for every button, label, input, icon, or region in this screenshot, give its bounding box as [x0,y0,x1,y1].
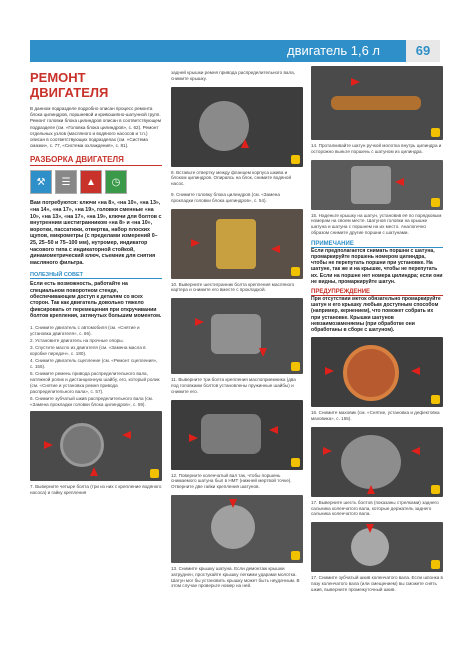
photo-step-18 [311,522,443,572]
wrench-icon: ⚒ [30,170,52,194]
tip-text: Если есть возможность, работайте на специальном поворотном стенде, обеспечивающем доступ к деталям со всех сторон. Так как двигатель довольно тяжело фиксировать от перемещения при откручивании болтов крепления, затянутых большим моментом. [30,278,162,319]
step-badge [431,485,440,494]
arrow-icon [189,434,198,442]
step-badge [150,469,159,478]
tools-text: Вам потребуются: ключи «на 8», «на 10», «на 13», «на 14», «на 17», «на 19», головки сменные «на 10», «на 13», «на 17», «на 19», ключи для болтов с внутренним шестигранником «на 8» и «на 10», воротки, пассатижи, отвертка, набор плоских щупов, микрометры (с пределами измерений 0–25, 25–50 и 75–100 мм), нутромер, индикатор часового типа с индикаторной стойкой, динамометрический ключ, съемник для снятия масляного фильтра. [30,200,162,266]
step-badge [291,458,300,467]
arrow-icon [271,245,280,253]
caption-step-15: 15. Наденьте крышку на шатун, установив её по порядковым номерам на своем месте. Шатунов головки на крышке шатуна и шатуна с поршнем на их место. Аналогично образом снимите другие поршни с шатунами. [311,212,442,235]
step-badge [431,395,440,404]
step-item: 3. Спустите масло из двигателя (см. «Замена масла в коробке передач», с. 180). [30,345,146,357]
arrow-icon [269,426,278,434]
step-item: 4. Снимите двигатель сцепление (см. «Ремонт сцепления», с. 155). [30,358,158,370]
caption-step-16: 16. Снимите маховик (см. «Снятие, установка и дефектовка маховика», с. 155). [311,410,440,422]
caption-step-18: 17. Снимите зубчатый шкив коленчатого вала. Если шпонка в пазу коленчатого вала (или смещением) вы сможете снять шкив, выверните промежуточный шкив. [311,575,444,592]
photo-step-10 [171,209,303,279]
arrow-icon [395,178,404,186]
arrow-icon [367,485,375,494]
arrow-icon [90,467,98,476]
arrow-icon [195,318,204,326]
photo-step-14 [311,66,443,140]
photo-step-11 [171,298,303,374]
caption-step-14: 14. Проталкивайте шатун ручкой молотка внутрь цилиндра и осторожно выньте поршень с шатуном из цилиндра. [311,143,442,154]
note-text: Если предполагается снимать поршни с шатуна, промаркируйте поршень номером цилиндра, чтобы не перепутать поршни при установке. На шатуне, так же и на крышке, чтобы не перепутать их. Если на поршне нет номера цилиндра; если они не видны, промаркируйте шатун. [311,247,443,285]
caption-step-8: 8. Вставьте отвертку между фланцем корпуса шкива и блоком цилиндров. Опираясь на блок, снимите водяной насос. [171,169,292,187]
arrow-icon [259,348,267,357]
chapter-title: двигатель 1,6 л [287,43,380,58]
caption-step-7: 7. Выверните четыре болта (три из них с крепление водяного насоса) и гайку крепления [30,484,162,495]
tool-set-icon: ☰ [55,170,77,194]
photo-step-15 [311,160,443,210]
arrow-icon [191,239,200,247]
tip-title: ПОЛЕЗНЫЙ СОВЕТ [30,272,84,279]
caption-step-11: 11. Выверните три болта крепления маслоприемника (два под головками болтов установлены пружинные шайбы) и снимите его. [171,377,296,394]
step-item: 2. Установите двигатель на прочные опоры. [30,338,124,344]
photo-step-13 [171,495,303,563]
arrow-icon [411,367,420,375]
step-item: 5. Снимите ремень привода распределительного вала, натяжной ролик и дистанционную шайбу, его, который ролик (см. «Снятие и установка ремня привода распределительного вала», с. 57). [30,371,160,395]
photo-step-8 [171,87,303,167]
warning-title: ПРЕДУПРЕЖДЕНИЕ [311,289,443,296]
step-item: 6. Снимите зубчатый шкив распределительного вала (см. «Замена прокладки головки блока цилиндров», с. 59). [30,396,154,408]
step-badge [291,267,300,276]
column-right [311,66,443,598]
caption-top: задней крышки ремня привода распределительного вала, снимите крышку. [171,70,295,81]
step-badge [431,198,440,207]
arrow-icon [241,139,249,148]
steps-list [30,325,162,408]
column-middle [171,66,303,594]
arrow-icon [122,431,131,439]
step-badge [431,128,440,137]
photo-step-17 [311,427,443,497]
warning-text: При отсутствии меток обязательно промаркируйте шатун и его крышку любым доступным способом (например, кернением), что поможет собрать их при установке. Крышки шатунов невзаимозаменяемы (при обработке они обработаны в сборе с шатуном). [311,296,441,334]
caption-step-10: 10. Выверните шестигранник болта крепления масляного картера и снимите его вместе с прокладкой. [171,281,295,293]
arrow-icon [323,447,332,455]
step-badge [291,362,300,371]
difficulty-icon: ▲ [80,170,102,194]
subsection-title: РАЗБОРКА ДВИГАТЕЛЯ [30,155,162,166]
section-title: РЕМОНТ ДВИГАТЕЛЯ [30,70,109,100]
caption-step-17: 17. Выверните шесть болтов (показаны стрелками) заднего сальника коленчатого вала, которые держатель заднего сальника коленчатого вала. [311,499,439,517]
caption-step-9: 9. Снимите головку блока цилиндров (см. «Замена прокладки головки блока цилиндров», с. 54). [171,191,280,203]
step-badge [291,155,300,164]
photo-step-7 [30,411,162,481]
caption-step-13: 13. Снимите крышку шатуна. Если демонтаж крышки затруднен, простукайте крышку легкими ударами молотка. Шатун мог бы установить крышку может быть неудачным. В этом случае проверьте номер на ней. [171,565,300,589]
photo-step-16 [311,337,443,407]
arrow-icon [44,441,53,449]
step-item: 1. Снимите двигатель с автомобиля (см. «Снятие и установка двигателя», с. 66). [30,325,140,337]
caption-step-12: 12. Поверните коленчатый вал так, чтобы поршень снимаемого шатуна был в НМТ (нижней мертвой точке). Отверните две гайки крепления шатунов. [171,472,292,490]
arrow-icon [366,524,374,533]
note-title: ПРИМЕЧАНИЕ [311,241,443,248]
column-left [30,66,162,501]
arrow-icon [325,367,334,375]
tools-icons [30,170,162,196]
page-header [30,40,440,62]
photo-step-12 [171,400,303,470]
arrow-icon [411,447,420,455]
intro-text: В данном подразделе подробно описан процесс ремонта блока цилиндров, поршневой и кривошипно-шатунной групп. Ремонт головки блока цилиндров описан в соответствующем подразделе (см. «Головка блока цилиндров», с. 62). Ремонт отдельных узлов (масляного и водяного насосов и т.п.) описан в соответствующих подразделах (см. «Система смазки», с. 77, «Система охлаждения», с. 81). [30,106,162,149]
arrow-icon [351,78,360,86]
clock-icon: ◷ [105,170,127,194]
step-badge [431,560,440,569]
step-badge [291,551,300,560]
arrow-icon [229,499,237,508]
page-number: 69 [406,40,440,62]
